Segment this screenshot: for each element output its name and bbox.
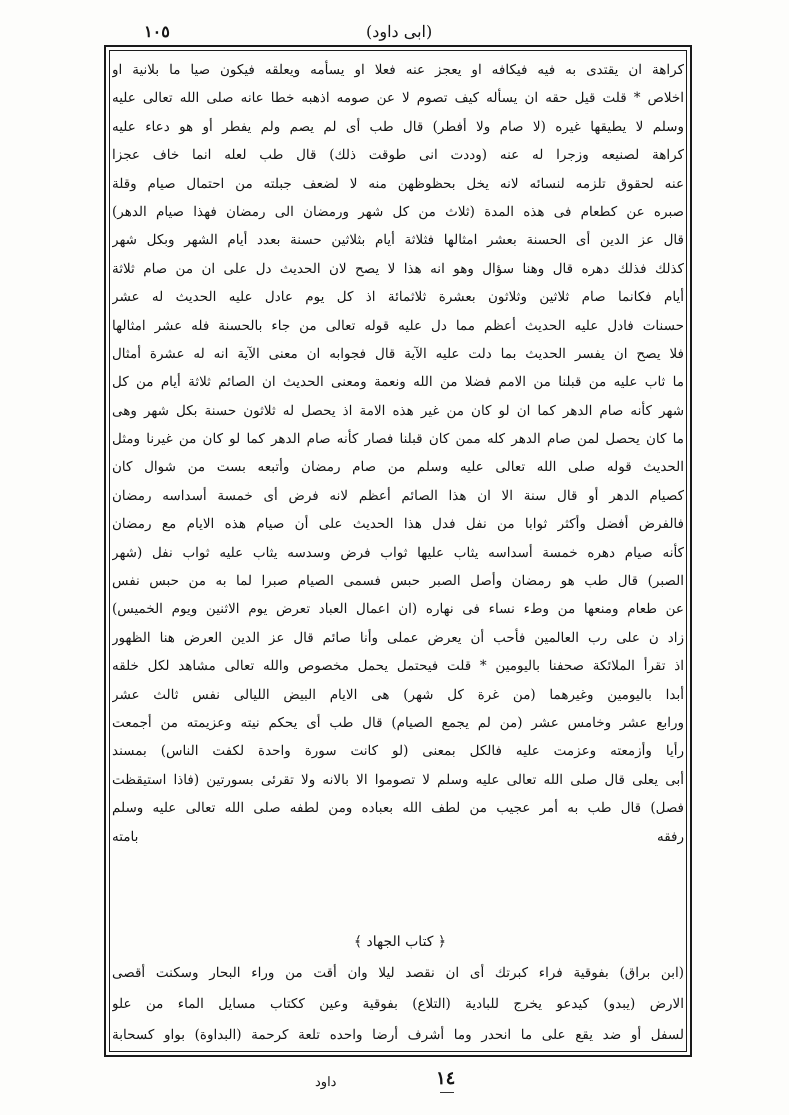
text-line: فالفرض أفضل وأكثر ثوابا من نفل فدل هذا الحديث على أن صيام هذه الايام مع رمضان	[112, 516, 684, 533]
text-line: حسنات فادل عليه الحديث أعظم مما دل عليه قوله تعالى من جاء بالحسنة فله عشر امثالها	[112, 317, 684, 334]
page-header	[108, 22, 690, 46]
text-line: كذلك فذلك دهره قال وهنا سؤال وهو انه هذا لا يصح لان الحديث دل على ان من صام ثلاثة	[112, 260, 684, 277]
commentary-text	[112, 56, 684, 851]
text-line: أيام فكانما صام ثلاثين وثلاثون بعشرة ثلاثمائة اذ كل يوم عادل عليه الحديث له عشر	[112, 289, 684, 306]
text-line: اخلاص * قلت قيل حقه ان يسأله كيف تصوم لا عن صومه اذهبه خطا عانه صلى الله تعالى عليه	[112, 90, 684, 107]
text-line: رأيا وأزمعته وعزمت عليه فالكل بمعنى (لو كانت سورة واحدة لكفت الناس) بمسند	[112, 743, 684, 760]
text-line: فصل) قال طب به أمر عجيب من لطف الله بعباده ومن لطفه صلى الله تعالى عليه وسلم	[112, 800, 684, 817]
text-line: الصبر) قال طب هو رمضان وأصل الصبر حبس فسمى الصيام صبرا لما به من حبس نفس	[112, 573, 684, 590]
footer-book-title: داود	[315, 1075, 337, 1090]
text-line: لسفل أو ضد يقع على ما انحدر وما أشرف أرضا واحده تلعة كرحمة (البداوة) بواو كسحابة	[112, 1027, 684, 1043]
text-line: ورابع عشر وخامس عشر (من لم يجمع الصيام) قال طب أى يحكم نيته وعزيمته من أجمعت	[112, 714, 684, 731]
text-line: ما ثاب عليه من قبلنا من الامم فضلا من الله ونعمة ومعنى الحديث ان الصائم ثلاثة أيام من كل	[112, 374, 684, 391]
text-line: اذ تقرأ الملائكة صحفنا باليومين * قلت فيحتمل يحمل مخصوص والله تعالى مشاهد لكل خلقه	[112, 658, 684, 675]
text-line: شهر كأنه صام الدهر كما ان لو كان من غير هذه الامة اذ يحصل له ثلاثون حسنة بكل شهر وهى	[112, 402, 684, 419]
text-line: عن طعام ومنعها من وطء نساء فى نهاره (ان اعمال العباد تعرض يوم الاثنين ويوم الخميس)	[112, 601, 684, 618]
page-number: ١٠٥	[144, 22, 170, 41]
text-line: رفقه بامته	[112, 828, 684, 845]
text-line: كراهة لصنيعه وزجرا له عنه (وددت انى طوقت ذلك) قال طب لعله انما خاف عجزا	[112, 147, 684, 164]
running-title: (ابى داود)	[366, 22, 433, 41]
text-line: أبى يعلى قال صلى الله تعالى عليه وسلم لا تصوموا الا بالانه ولا تقرئى بسورتين (فاذا استيقظت	[112, 771, 684, 788]
text-line: قال عز الدين أى الحسنة بعشر امثالها فثلاثة أيام بثلاثين حسنة بعدد أيام الشهر وبكل شهر	[112, 232, 684, 249]
chapter-title: ﴿ كتاب الجهاد ﴾	[353, 934, 447, 950]
text-line: صبره عن كطعام فى هذه المدة (ثلاث من كل شهر ورمضان الى رمضان فهذا صيام الدهر)	[112, 203, 684, 220]
text-line: فلا يصح ان يفسر الحديث بما دلت عليه الآية قال فجوابه ان معنى الآية انه له عشرة أمثال	[112, 345, 684, 362]
text-line: الحديث قوله صلى الله تعالى عليه وسلم من صام رمضان وأتبعه بست من شوال كان	[112, 459, 684, 476]
chapter-text	[112, 958, 684, 1051]
text-line: كراهة ان يقتدى به فيه فيكافه او يعجز عنه فعلا او يسأمه ويعلقه فيكون صيا ما بلانية او	[112, 62, 684, 78]
text-line: كصيام الدهر أو قال سنة الا ان هذا الصائم أعظم لانه فرض أى خمسة أسداسه رمضان	[112, 487, 684, 504]
text-line: أبدا باليومين وغيرهما (من غرة كل شهر) هى الايام البيض الليالى نفس ثالث عشر	[112, 686, 684, 703]
footer-signature: ١٤	[436, 1068, 456, 1089]
text-line: عنه لحقوق تلزمه لنسائه لانه يخل بحظوظهن منه لا لضعف جبلته من احتمال صيام وقلة	[112, 175, 684, 192]
text-line: كأنه صيام دهره خمسة أسداسه يثاب عليها ثواب فرض وسدسه يثاب عليه ثواب نفل (شهر	[112, 544, 684, 561]
text-line: زاد ن على رب العالمين فأحب أن يعرض عملى وأنا صائم قال عز الدين العرض هنا الظهور	[112, 629, 684, 646]
text-line: الارض (يبدو) كيدعو يخرج للبادية (التلاع) بفوقية وعين ككتاب مسايل الماء من علو	[112, 996, 684, 1012]
text-line: وسلم لا يطيقها غيره (لا صام ولا أفطر) قال طب أى لم يصم ولم يفطر أو هو دعاء عليه	[112, 118, 684, 135]
text-line: (ابن براق) بفوقية فراء كبرتك أى ان نقصد ليلا وان أقت من وراء البحار وسكنت أقصى	[112, 965, 684, 981]
footer-rule	[440, 1092, 454, 1093]
text-line: ما كان يحصل لمن صام الدهر كله ممن كان قبلنا فصار كأنه صام الدهر كما لو كان من غيرنا ومثل	[112, 431, 684, 448]
